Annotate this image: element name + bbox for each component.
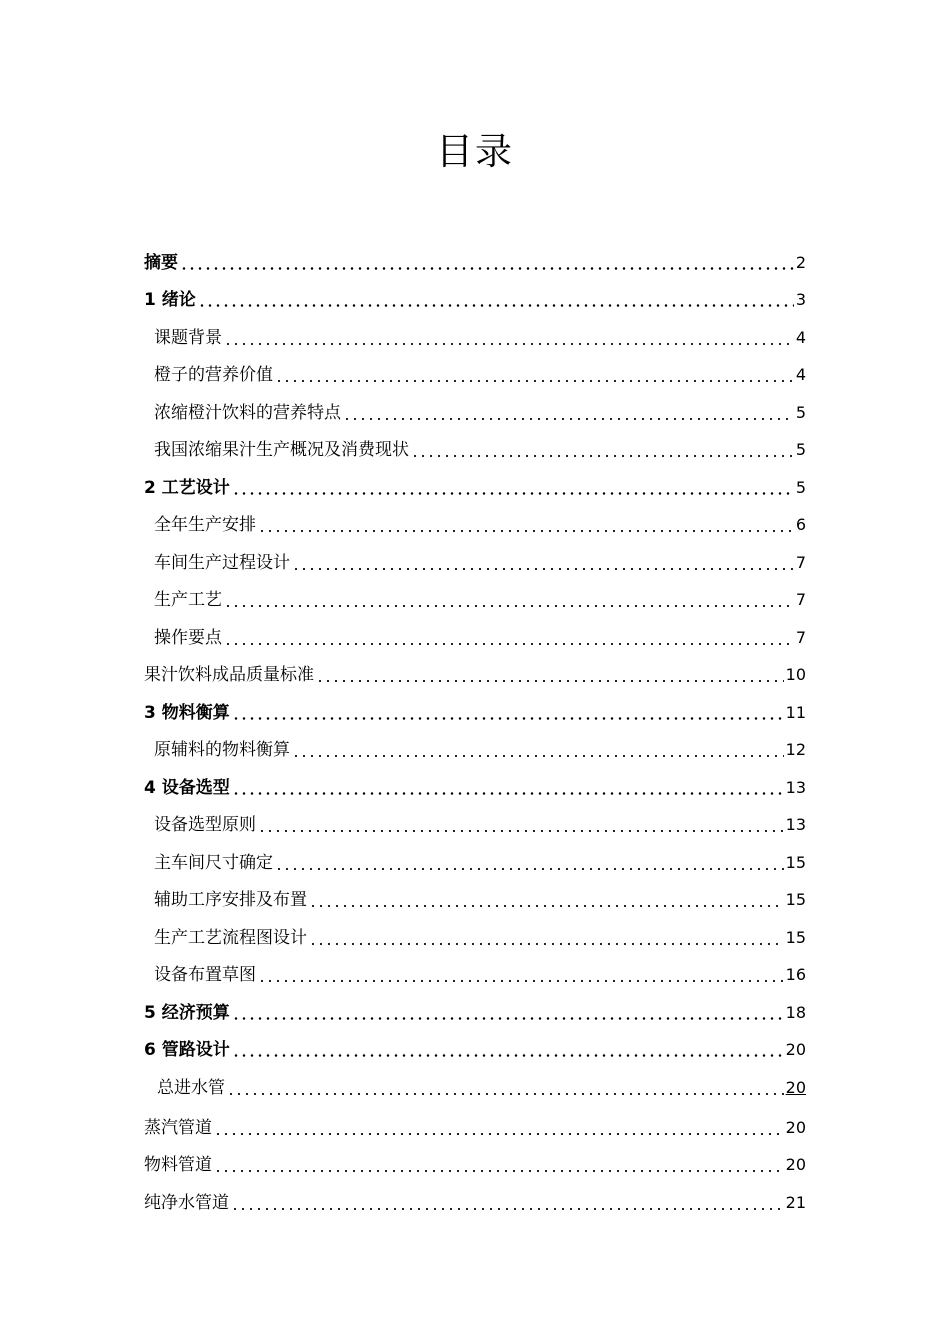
toc-entry-page: 20 — [785, 1040, 806, 1059]
toc-entry[interactable] — [154, 925, 806, 951]
toc-entry[interactable] — [157, 1075, 806, 1101]
dot-leader — [232, 475, 794, 501]
toc-entry-page: 20 — [785, 1118, 806, 1137]
toc-entry-label: 浓缩橙汁饮料的营养特点 — [154, 403, 341, 423]
dot-leader — [224, 587, 794, 613]
toc-entry-page: 13 — [785, 815, 806, 834]
toc-entry-page: 13 — [785, 778, 806, 797]
toc-entry-label: 纯净水管道 — [144, 1193, 229, 1213]
toc-entry-page: 16 — [785, 965, 806, 984]
toc-entry[interactable] — [144, 662, 806, 688]
dot-leader — [232, 775, 784, 801]
dot-leader — [180, 250, 794, 276]
dot-leader — [316, 662, 784, 688]
toc-entry-label: 辅助工序安排及布置 — [154, 890, 307, 910]
dot-leader — [214, 1115, 784, 1141]
toc-entry-page: 7 — [795, 590, 806, 609]
toc-entry-page: 12 — [785, 740, 806, 759]
toc-entry-page: 10 — [785, 665, 806, 684]
toc-entry[interactable] — [154, 362, 806, 388]
toc-entry-label: 6 管路设计 — [144, 1040, 230, 1060]
dot-leader — [343, 400, 794, 426]
toc-entry-label: 我国浓缩果汁生产概况及消费现状 — [154, 440, 409, 460]
toc-entry[interactable] — [154, 512, 806, 538]
dot-leader — [275, 362, 794, 388]
dot-leader — [227, 1075, 784, 1101]
toc-entry-page: 4 — [795, 365, 806, 384]
toc-entry[interactable] — [154, 325, 806, 351]
dot-leader — [232, 700, 784, 726]
toc-entry-page: 11 — [785, 703, 806, 722]
toc-entry[interactable] — [154, 437, 806, 463]
toc-entry-page: 3 — [795, 290, 806, 309]
toc-entry-label: 果汁饮料成品质量标准 — [144, 665, 314, 685]
toc-entry-page: 7 — [795, 553, 806, 572]
toc-entry-label: 课题背景 — [154, 328, 222, 348]
toc-entry[interactable] — [144, 1190, 806, 1216]
toc-entry-label: 全年生产安排 — [154, 515, 256, 535]
dot-leader — [258, 962, 784, 988]
toc-entry-label: 设备布置草图 — [154, 965, 256, 985]
dot-leader — [214, 1152, 784, 1178]
toc-entry[interactable] — [144, 1152, 806, 1178]
toc-entry-chapter-2[interactable] — [144, 475, 806, 501]
toc-entry-page: 21 — [785, 1193, 806, 1212]
dot-leader — [292, 737, 784, 763]
toc-entry-label: 车间生产过程设计 — [154, 553, 290, 573]
toc-entry-page: 4 — [795, 328, 806, 347]
toc-entry-label: 3 物料衡算 — [144, 703, 230, 723]
toc-entry-label: 原辅料的物料衡算 — [154, 740, 290, 760]
toc-entry-chapter-4[interactable] — [144, 775, 806, 801]
dot-leader — [231, 1190, 784, 1216]
toc-entry-label: 主车间尺寸确定 — [154, 853, 273, 873]
toc-entry-page: 5 — [795, 440, 806, 459]
dot-leader — [198, 287, 794, 313]
toc-entry-page: 5 — [795, 478, 806, 497]
toc-entry-label: 生产工艺流程图设计 — [154, 928, 307, 948]
toc-entry-page: 20 — [785, 1155, 806, 1174]
dot-leader — [309, 887, 784, 913]
toc-entry-label: 橙子的营养价值 — [154, 365, 273, 385]
toc-entry[interactable] — [154, 887, 806, 913]
toc-entry-label: 设备选型原则 — [154, 815, 256, 835]
toc-entry-chapter-3[interactable] — [144, 700, 806, 726]
toc-entry-label: 总进水管 — [157, 1078, 225, 1098]
dot-leader — [292, 550, 794, 576]
toc-entry-label: 操作要点 — [154, 628, 222, 648]
toc-entry-page: 15 — [785, 928, 806, 947]
toc-entry[interactable] — [154, 400, 806, 426]
toc-entry-page: 5 — [795, 403, 806, 422]
dot-leader — [232, 1037, 784, 1063]
dot-leader — [275, 850, 784, 876]
toc-entry-chapter-1[interactable] — [144, 287, 806, 313]
page-title: 目录 — [436, 130, 514, 173]
toc-entry-page: 20 — [785, 1078, 806, 1097]
toc-entry-abstract[interactable] — [144, 250, 806, 276]
toc-entry-page: 15 — [785, 853, 806, 872]
dot-leader — [411, 437, 794, 463]
toc-entry[interactable] — [154, 962, 806, 988]
toc-entry-label: 5 经济预算 — [144, 1003, 230, 1023]
toc-entry[interactable] — [144, 1115, 806, 1141]
dot-leader — [224, 625, 794, 651]
toc-entry-page: 6 — [795, 515, 806, 534]
toc-entry-label: 2 工艺设计 — [144, 478, 230, 498]
dot-leader — [309, 925, 784, 951]
toc-entry-page: 2 — [795, 253, 806, 272]
toc-entry-label: 蒸汽管道 — [144, 1118, 212, 1138]
toc-entry[interactable] — [154, 550, 806, 576]
dot-leader — [232, 1000, 784, 1026]
toc-entry[interactable] — [154, 737, 806, 763]
toc-entry-label: 摘要 — [144, 253, 178, 273]
dot-leader — [258, 512, 794, 538]
toc-entry-label: 物料管道 — [144, 1155, 212, 1175]
dot-leader — [258, 812, 784, 838]
toc-entry-chapter-5[interactable] — [144, 1000, 806, 1026]
toc-entry[interactable] — [154, 812, 806, 838]
dot-leader — [224, 325, 794, 351]
toc-entry[interactable] — [154, 625, 806, 651]
toc-entry-page: 7 — [795, 628, 806, 647]
toc-entry-label: 生产工艺 — [154, 590, 222, 610]
toc-entry-label: 4 设备选型 — [144, 778, 230, 798]
toc-entry-page: 18 — [785, 1003, 806, 1022]
toc-entry[interactable] — [154, 587, 806, 613]
toc-entry-page: 15 — [785, 890, 806, 909]
toc-entry-chapter-6[interactable] — [144, 1037, 806, 1063]
toc-entry-label: 1 绪论 — [144, 290, 196, 310]
toc-entry[interactable] — [154, 850, 806, 876]
